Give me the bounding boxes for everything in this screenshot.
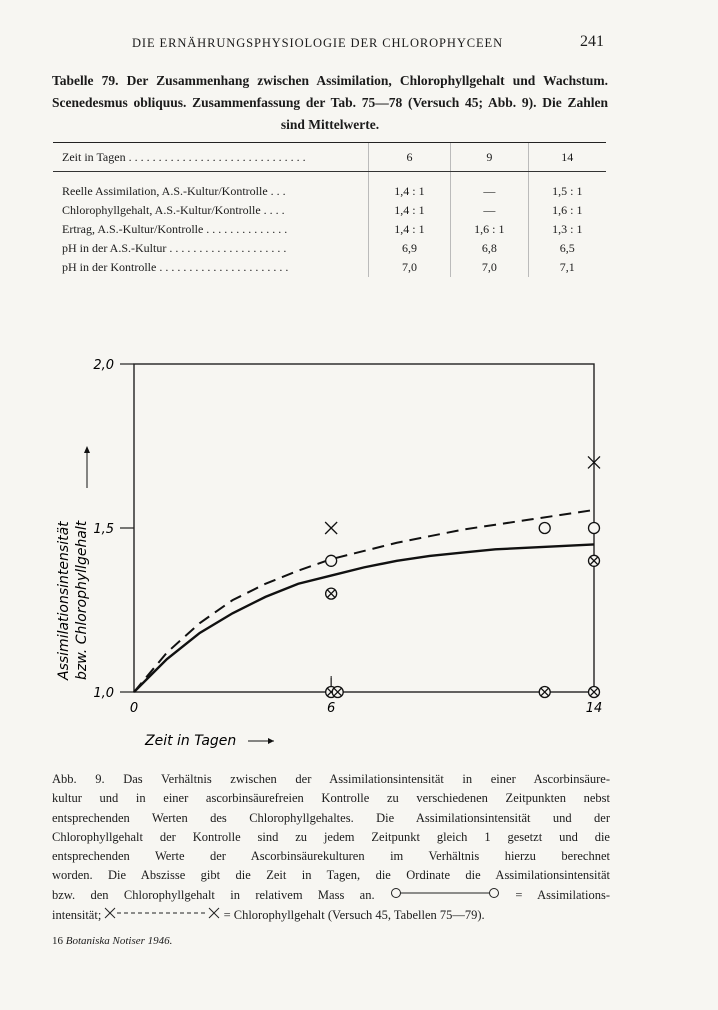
table-cell: 1,6 : 1: [528, 201, 606, 220]
chlorophyll-curve: [134, 510, 594, 692]
caption-legend-line-2: [52, 906, 610, 926]
table-row-label: Ertrag, A.S.-Kultur/Kontrolle . . . . . . . . . . . . . .: [62, 222, 288, 236]
table-caption: Tabelle 79. Der Zusammenhang zwischen Assimilation, Chlorophyllgehalt und Wachstum. Scenedesmus obliquus. Zusammenfassung der Tab. 75—78 (Versuch 45; Abb. 9). Die Zahlen sind Mittelwerte.: [52, 73, 608, 132]
table-cell: 1,3 : 1: [528, 220, 606, 239]
table-row: [53, 220, 606, 239]
caption-line: Abb. 9. Das Verhältnis zwischen der Assimilationsintensität in einer Ascorbinsäure-: [52, 772, 610, 786]
table-cell: 1,5 : 1: [528, 182, 606, 201]
marker-circle: [589, 523, 600, 534]
table-spacer: [53, 172, 606, 182]
table-row-label: pH in der A.S.-Kultur . . . . . . . . . . . . . . . . . . . .: [62, 241, 287, 255]
caption-line: Chlorophyllgehalt der Kontrolle sind zu jedem Zeitpunkt gleich 1 gesetzt und die: [52, 829, 610, 844]
caption-legend-line-1: [52, 886, 610, 906]
caption-line: kultur und in einer ascorbinsäurefreien Kontrolle zu verschiedenen Zeitpunkten nebst: [52, 791, 610, 806]
chart-svg: [50, 350, 610, 750]
caption-line: entsprechenden Werten des Chlorophyllgehaltes. Die Assimilationsintensität und der: [52, 810, 610, 825]
y-tick-label: 1,5: [93, 522, 114, 537]
y-axis-label-line1: Assimilationsintensität: [56, 521, 72, 680]
table-cell: 1,4 : 1: [368, 182, 450, 201]
marker-cross: [325, 522, 337, 534]
figure-caption: [52, 770, 610, 925]
table-cell: —: [450, 201, 527, 220]
y-tick-label: 1,0: [93, 686, 114, 701]
table-cell: 7,1: [528, 258, 606, 277]
legend-assim-label: = Assimilations-: [515, 887, 611, 902]
legend-solid-circle-line: [390, 886, 500, 905]
table-header-cell: Zeit in Tagen . . . . . . . . . . . . . . . . . . . . . . . . . . . . . .: [62, 150, 306, 164]
table-header-cell: 14: [528, 143, 606, 171]
caption-last-line: bzw. den Chlorophyllgehalt in relativem Mass an.: [52, 887, 375, 902]
figure-chart: [50, 350, 610, 750]
assimilation-curve: [134, 544, 594, 692]
table-row-label: Chlorophyllgehalt, A.S.-Kultur/Kontrolle . . . .: [62, 203, 285, 217]
table-row: [53, 201, 606, 220]
page-footer: [52, 935, 172, 947]
y-tick-label: 2,0: [93, 358, 114, 373]
page-number: 241: [580, 33, 604, 50]
table-header-row: [53, 143, 606, 172]
x-tick-label: 6: [327, 701, 336, 716]
table-cell: 6,9: [368, 239, 450, 258]
running-head: DIE ERNÄHRUNGSPHYSIOLOGIE DER CHLOROPHYCEEN: [132, 36, 503, 50]
table-cell: 7,0: [368, 258, 450, 277]
x-axis-label: Zeit in Tagen: [145, 733, 237, 749]
table-header-cell: 9: [450, 143, 527, 171]
table-row: [53, 182, 606, 201]
table-cell: 6,8: [450, 239, 527, 258]
table-row: [53, 258, 606, 277]
footer-journal: Botaniska Notiser 1946.: [65, 935, 173, 947]
y-axis-label-line2: bzw. Chlorophyllgehalt: [74, 520, 90, 680]
table-cell: 6,5: [528, 239, 606, 258]
x-tick-label: 14: [585, 701, 603, 716]
table-cell: 1,6 : 1: [450, 220, 527, 239]
legend-dashed-cross-line: [104, 906, 220, 925]
table-row-label: pH in der Kontrolle . . . . . . . . . . . . . . . . . . . . . .: [62, 260, 289, 274]
table-row: [53, 239, 606, 258]
footer-number: 16: [52, 935, 63, 947]
marker-circle: [539, 523, 550, 534]
legend-chloro-label: = Chlorophyllgehalt (Versuch 45, Tabellen 75—79).: [223, 907, 485, 922]
table-body: [53, 182, 606, 277]
caption-line: entsprechenden Werte der Ascorbinsäurekulturen im Verhältnis hierzu berechnet: [52, 849, 610, 864]
plot-frame: [134, 364, 594, 692]
table-cell: 1,4 : 1: [368, 220, 450, 239]
y-axis-arrow-head: [84, 446, 90, 453]
x-axis-arrow-head: [268, 738, 274, 744]
legend-assim-label-cont: intensität;: [52, 907, 102, 922]
marker-circle: [326, 555, 337, 566]
table-cell: 7,0: [450, 258, 527, 277]
x-tick-label: 0: [129, 701, 139, 716]
table-row-label: Reelle Assimilation, A.S.-Kultur/Kontrolle . . .: [62, 184, 286, 198]
table-header-cell: 6: [368, 143, 450, 171]
data-table: [53, 142, 606, 277]
table-cell: 1,4 : 1: [368, 201, 450, 220]
caption-line: worden. Die Abszisse gibt die Zeit in Tagen, die Ordinate die Assimilationsintensität: [52, 868, 610, 883]
table-cell: —: [450, 182, 527, 201]
